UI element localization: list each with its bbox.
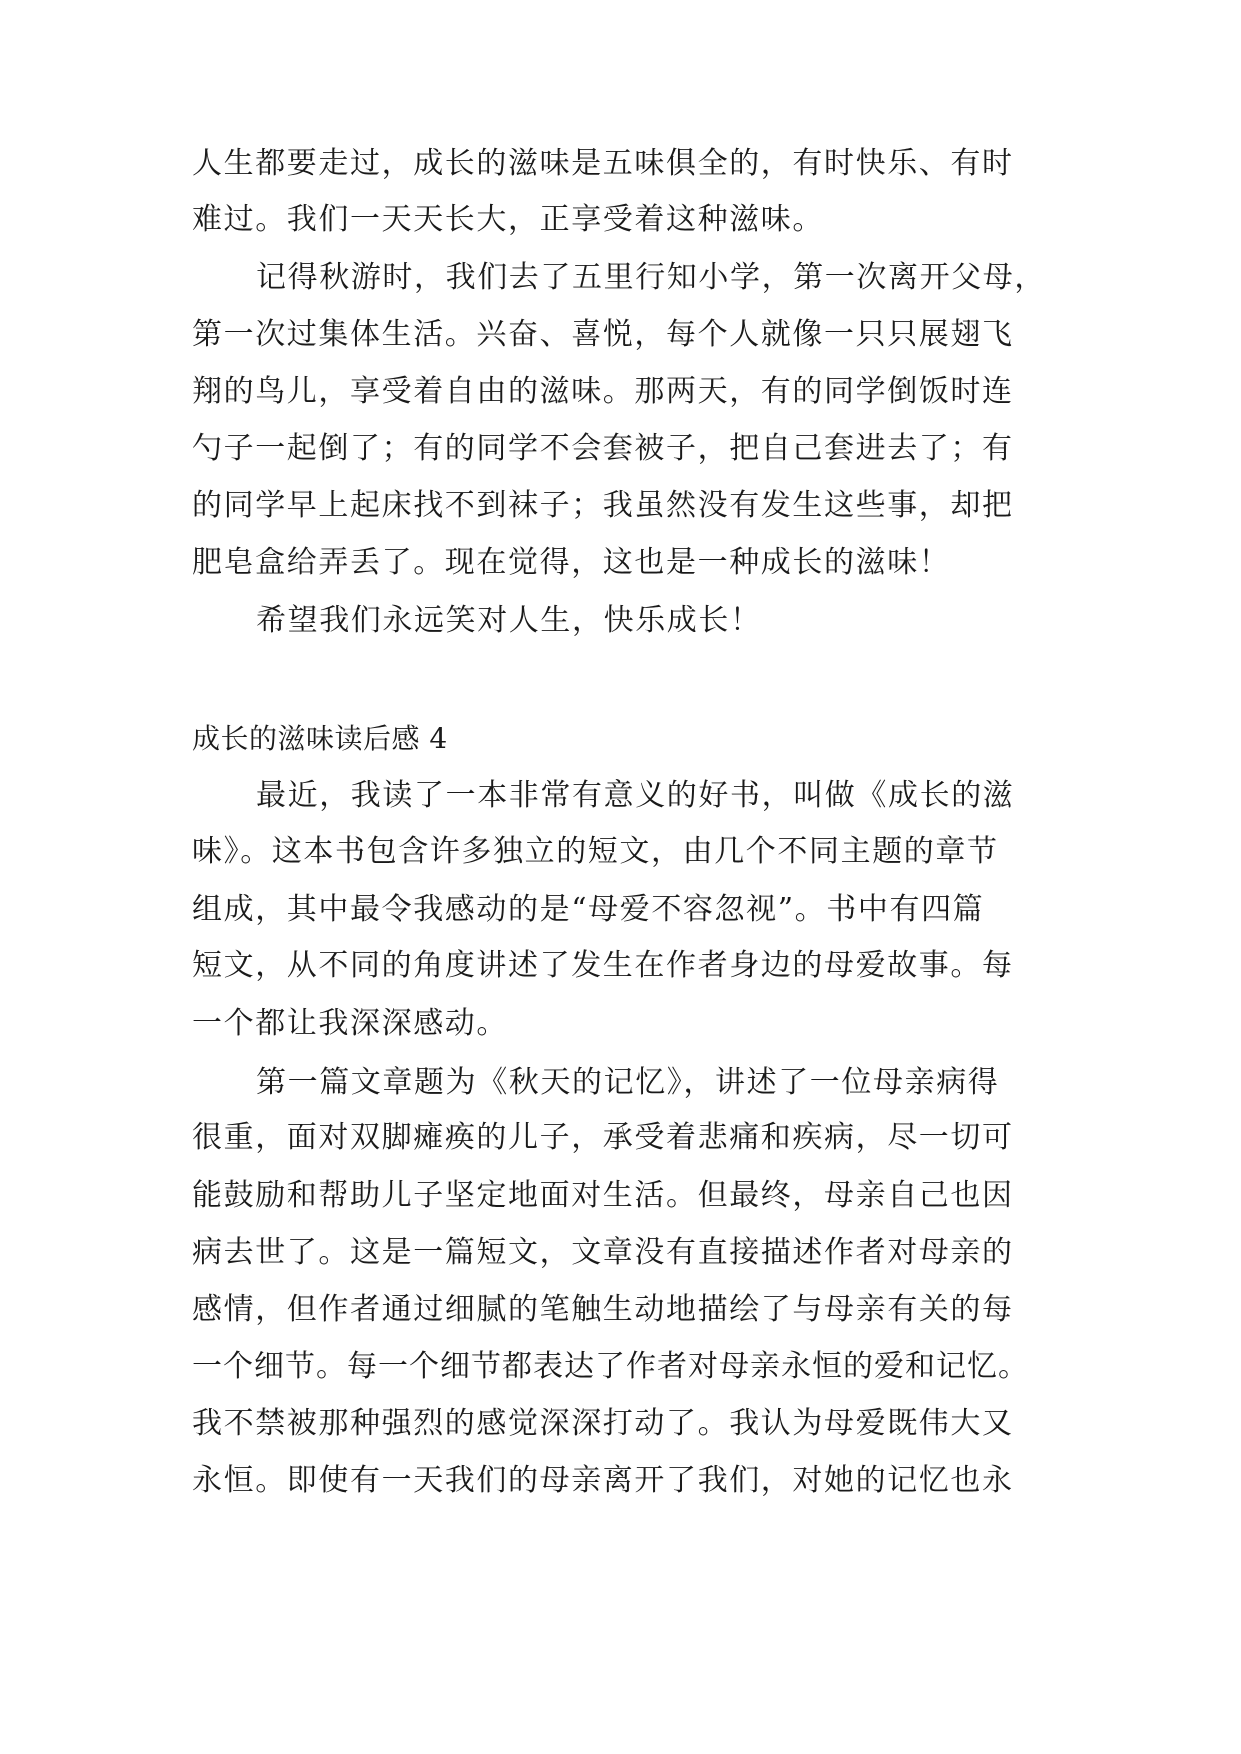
paragraph-2-line-6: 肥皂盒给弄丢了。现在觉得，这也是一种成长的滋味！ (192, 545, 951, 580)
paragraph-5-line-6: 一个细节。每一个细节都表达了作者对母亲永恒的爱和记忆。 (192, 1349, 1029, 1384)
paragraph-4-line-3: 组成，其中最令我感动的是“母爱不容忽视”。书中有四篇 (192, 892, 985, 927)
paragraph-2-line-5: 的同学早上起床找不到袜子；我虽然没有发生这些事，却把 (192, 488, 1014, 523)
paragraph-4-line-5: 一个都让我深深感动。 (192, 1006, 508, 1041)
paragraph-3-line-1: 希望我们永远笑对人生，快乐成长！ (256, 603, 762, 638)
paragraph-5-line-8: 永恒。即使有一天我们的母亲离开了我们，对她的记忆也永 (192, 1463, 1014, 1498)
paragraph-4-line-4: 短文，从不同的角度讲述了发生在作者身边的母爱故事。每 (192, 948, 1014, 983)
paragraph-2-line-4: 勺子一起倒了；有的同学不会套被子，把自己套进去了；有 (192, 431, 1014, 466)
paragraph-5-line-7: 我不禁被那种强烈的感觉深深打动了。我认为母爱既伟大又 (192, 1406, 1014, 1441)
paragraph-5-line-1: 第一篇文章题为《秋天的记忆》，讲述了一位母亲病得 (256, 1065, 1000, 1100)
paragraph-4-line-1: 最近，我读了一本非常有意义的好书，叫做《成长的滋 (256, 778, 1015, 813)
paragraph-5-line-2: 很重，面对双脚瘫痪的儿子，承受着悲痛和疾病，尽一切可 (192, 1120, 1014, 1155)
paragraph-2-line-1: 记得秋游时，我们去了五里行知小学，第一次离开父母， (256, 260, 1046, 295)
paragraph-2-line-2: 第一次过集体生活。兴奋、喜悦，每个人就像一只只展翅飞 (192, 317, 1014, 352)
paragraph-4-line-2: 味》。这本书包含许多独立的短文，由几个不同主题的章节 (192, 834, 999, 869)
section-title: 成长的滋味读后感 4 (192, 722, 448, 755)
paragraph-5-line-4: 病去世了。这是一篇短文，文章没有直接描述作者对母亲的 (192, 1235, 1014, 1270)
paragraph-5-line-3: 能鼓励和帮助儿子坚定地面对生活。但最终，母亲自己也因 (192, 1178, 1014, 1213)
paragraph-1-line-2: 难过。我们一天天长大，正享受着这种滋味。 (192, 202, 824, 237)
paragraph-5-line-5: 感情，但作者通过细腻的笔触生动地描绘了与母亲有关的每 (192, 1292, 1014, 1327)
paragraph-2-line-3: 翔的鸟儿，享受着自由的滋味。那两天，有的同学倒饭时连 (192, 374, 1014, 409)
paragraph-1-line-1: 人生都要走过，成长的滋味是五味俱全的，有时快乐、有时 (192, 146, 1014, 181)
